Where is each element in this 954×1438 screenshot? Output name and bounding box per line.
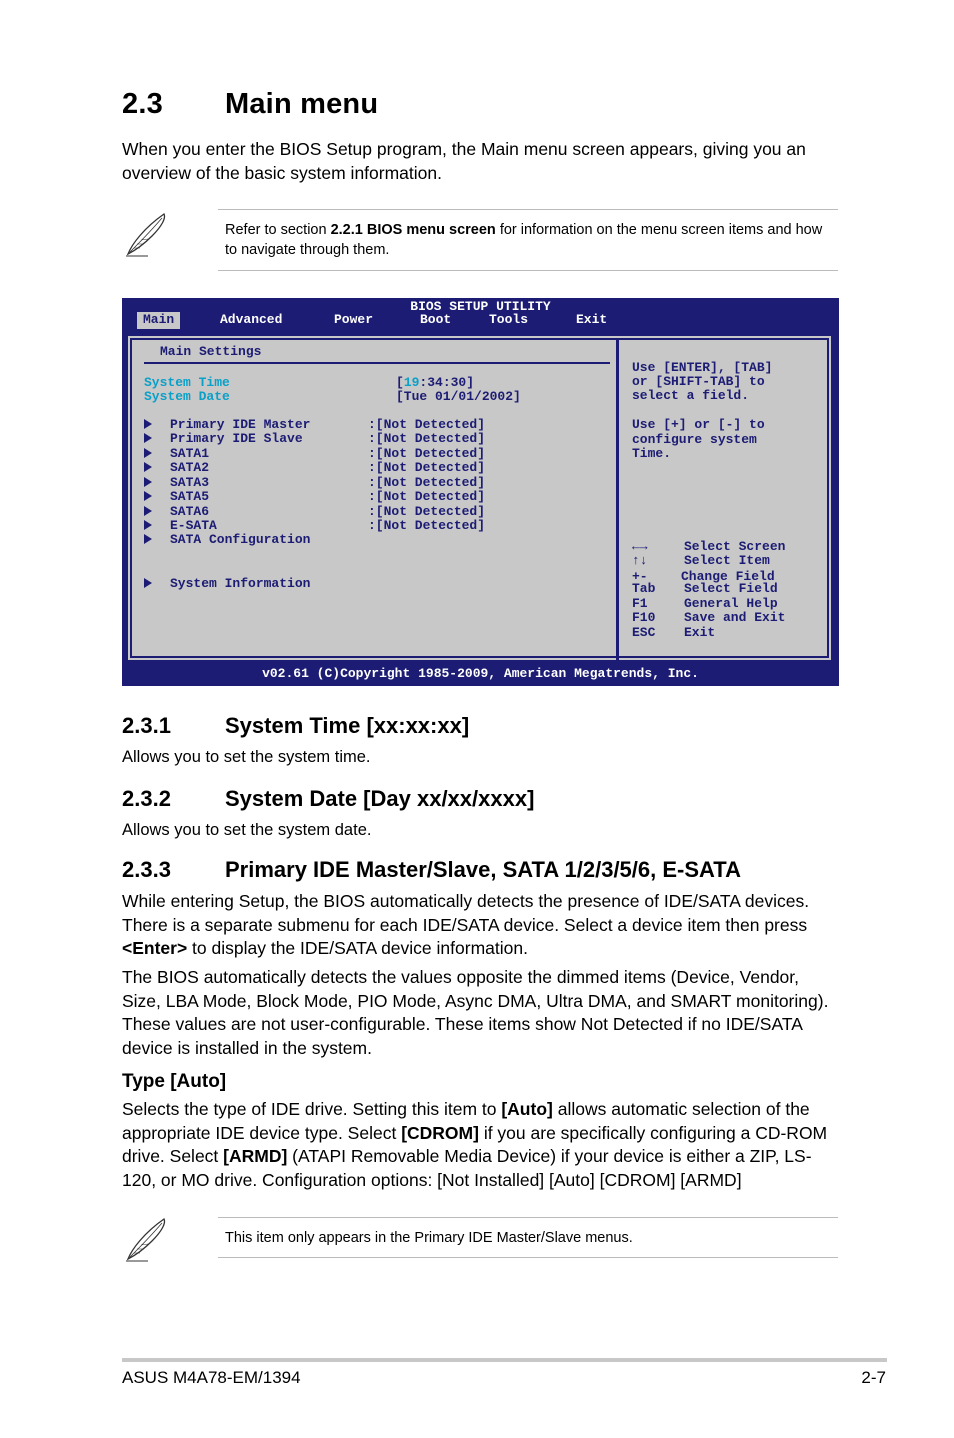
section-number: 2.3 (122, 88, 163, 120)
bios-header: BIOS SETUP UTILITY (410, 299, 551, 314)
bios-key-desc: Save and Exit (684, 610, 786, 625)
bios-item-sata2[interactable]: SATA2 (170, 460, 210, 475)
bios-key: ESC (632, 625, 656, 640)
submenu-arrow-icon (144, 448, 152, 458)
bios-item-value: :[Not Detected] (368, 417, 486, 432)
subsection-title-text: Primary IDE Master/Slave, SATA 1/2/3/5/6, E-SATA (225, 857, 741, 882)
subsection-title (122, 786, 534, 812)
bios-help-line: configure system (632, 432, 757, 447)
bios-tab-exit[interactable]: Exit (576, 312, 608, 327)
bios-item-value: :[Not Detected] (368, 504, 486, 519)
left-right-arrows-icon: ←→ (632, 539, 648, 554)
submenu-arrow-icon (144, 491, 152, 501)
bios-key: F10 (632, 610, 656, 625)
bios-screen (122, 298, 839, 686)
bios-main-panel (126, 334, 833, 662)
note-box (218, 1217, 838, 1258)
bios-tab-boot[interactable]: Boot (420, 312, 452, 327)
section-title-text: Main menu (225, 88, 379, 120)
bios-key-desc: Select Field (684, 581, 778, 596)
bios-key-desc: Exit (684, 625, 716, 640)
note-text-rest: for information on the menu screen items and how to navigate through them. (225, 222, 823, 258)
submenu-arrow-icon (144, 506, 152, 516)
bios-item-value: :[Not Detected] (368, 518, 486, 533)
subsection-title (122, 713, 469, 739)
subsection-title-text: System Time [xx:xx:xx] (225, 713, 470, 738)
note-link-ref: 2.2.1 BIOS menu screen (330, 222, 496, 238)
submenu-arrow-icon (144, 477, 152, 487)
bios-item-value: :[Not Detected] (368, 431, 486, 446)
bios-item-sata5[interactable]: SATA5 (170, 489, 210, 504)
bios-help-line: Use [+] or [-] to (632, 417, 765, 432)
type-heading: Type [Auto] (122, 1071, 227, 1092)
bios-menubar (122, 312, 839, 328)
section-title (122, 88, 378, 121)
bios-key-desc: Select Item (684, 553, 770, 568)
bios-tab-main[interactable]: Main (137, 312, 180, 329)
submenu-arrow-icon (144, 433, 152, 443)
up-down-arrows-icon: ↑↓ (632, 553, 648, 568)
bios-item-value: :[Not Detected] (368, 460, 486, 475)
note-box (218, 209, 838, 271)
bios-key: F1 (632, 596, 648, 611)
subsection-title (122, 857, 741, 883)
bios-item-sata3[interactable]: SATA3 (170, 475, 210, 490)
bios-tab-power[interactable]: Power (334, 312, 374, 327)
bios-item-sata6[interactable]: SATA6 (170, 504, 210, 519)
subsection-number: 2.3.2 (122, 786, 171, 811)
bios-item-sata1[interactable]: SATA1 (170, 446, 210, 461)
bios-panel-title: Main Settings (160, 344, 262, 359)
note-pen-icon (122, 1215, 172, 1265)
footer-model: ASUS M4A78-EM/1394 (122, 1368, 301, 1387)
bios-tab-advanced[interactable]: Advanced (220, 312, 283, 327)
bios-divider (616, 340, 619, 660)
bios-footer: v02.61 (C)Copyright 1985-2009, American Megatrends, Inc. (262, 666, 699, 681)
submenu-arrow-icon (144, 534, 152, 544)
footer-page-number: 2-7 (861, 1368, 886, 1387)
bios-key: Tab (632, 581, 656, 596)
subsection-number: 2.3.1 (122, 713, 171, 738)
subsection-number: 2.3.3 (122, 857, 171, 882)
bios-item-value: :[Not Detected] (368, 489, 486, 504)
bios-system-time-value[interactable]: [19:34:30] (396, 375, 475, 390)
bios-system-date-value[interactable]: [Tue 01/01/2002] (396, 389, 521, 404)
bios-system-date-label[interactable]: System Date (144, 389, 230, 404)
submenu-arrow-icon (144, 462, 152, 472)
note-pen-icon (122, 210, 172, 260)
bios-item-value: :[Not Detected] (368, 446, 486, 461)
s233-paragraph-2: The BIOS automatically detects the values opposite the dimmed items (Device, Vendor, Size, LBA Mode, Block Mode, PIO Mode, Async DMA, Ultra DMA, and SMART monitoring). These values are not user-configurable. These items show Not Detected if no IDE/SATA device is installed in the system. (122, 967, 829, 1058)
bios-help-line: Use [ENTER], [TAB] (632, 360, 773, 375)
s233-paragraph-1: While entering Setup, the BIOS automatically detects the presence of IDE/SATA devices. There is a separate submenu for each IDE/SATA device. Select a device item then press <Enter> to display the IDE/SATA device information. (122, 891, 810, 958)
footer-rule (122, 1358, 887, 1362)
bios-key-desc: Change Field (681, 569, 775, 584)
bios-help-line: select a field. (632, 388, 750, 403)
note-text: Refer to section (225, 222, 331, 238)
bios-key-desc: General Help (684, 596, 778, 611)
bios-help-line: Time. (632, 446, 672, 461)
s231-body: Allows you to set the system time. (122, 748, 371, 766)
note-text: This item only appears in the Primary IDE Master/Slave menus. (225, 1230, 633, 1246)
intro-paragraph: When you enter the BIOS Setup program, the Main menu screen appears, giving you an overview of the basic system information. (122, 139, 806, 183)
bios-item-sata-configuration[interactable]: SATA Configuration (170, 532, 311, 547)
bios-item-e-sata[interactable]: E-SATA (170, 518, 217, 533)
bios-tab-tools[interactable]: Tools (489, 312, 529, 327)
bios-item-system-information[interactable]: System Information (170, 576, 311, 591)
type-paragraph: Selects the type of IDE drive. Setting this item to [Auto] allows automatic selection of the appropriate IDE device type. Select [CDROM] if you are specifically configuring a CD-ROM drive. Select [ARMD] (ATAPI Removable Media Device) if your device is either a ZIP, LS-120, or MO drive. Configuration options: [Not Installed] [Auto] [CDROM] [ARMD] (122, 1099, 828, 1190)
submenu-arrow-icon (144, 578, 152, 588)
bios-item-primary-ide-slave[interactable]: Primary IDE Slave (170, 431, 303, 446)
bios-item-primary-ide-master[interactable]: Primary IDE Master (170, 417, 311, 432)
bios-key: +- (632, 569, 648, 584)
bios-key-desc: Select Screen (684, 539, 786, 554)
submenu-arrow-icon (144, 520, 152, 530)
s232-body: Allows you to set the system date. (122, 821, 372, 839)
bios-item-value: :[Not Detected] (368, 475, 486, 490)
bios-system-time-label[interactable]: System Time (144, 375, 230, 390)
subsection-title-text: System Date [Day xx/xx/xxxx] (225, 786, 535, 811)
submenu-arrow-icon (144, 419, 152, 429)
bios-help-line: or [SHIFT-TAB] to (632, 374, 765, 389)
